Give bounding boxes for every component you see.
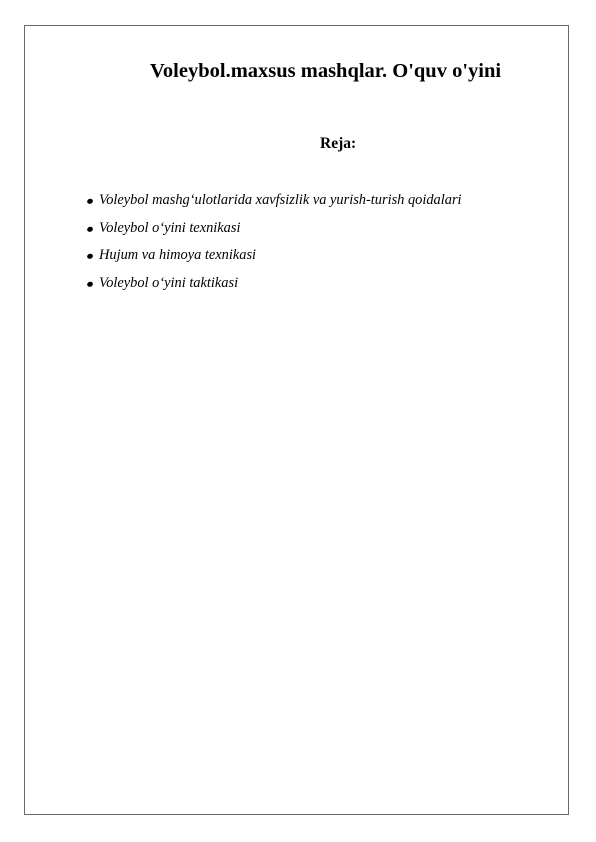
bullet-icon (86, 197, 94, 205)
plan-item-text: Hujum va himoya texnikasi (99, 247, 257, 263)
document-title: Voleybol.maxsus mashqlar. O'quv o'yini (150, 60, 502, 82)
bullet-icon (86, 225, 94, 233)
plan-item-text: Voleybol mashg‘ulotlarida xavfsizlik va yurish-turish qoidalari (99, 192, 462, 208)
bullet-icon (86, 252, 94, 260)
plan-item-text: Voleybol o‘yini taktikasi (99, 274, 239, 291)
page-border (24, 25, 569, 815)
bullet-icon (86, 280, 94, 288)
plan-heading: Reja: (320, 135, 357, 152)
plan-item-text: Voleybol o‘yini texnikasi (99, 219, 241, 236)
